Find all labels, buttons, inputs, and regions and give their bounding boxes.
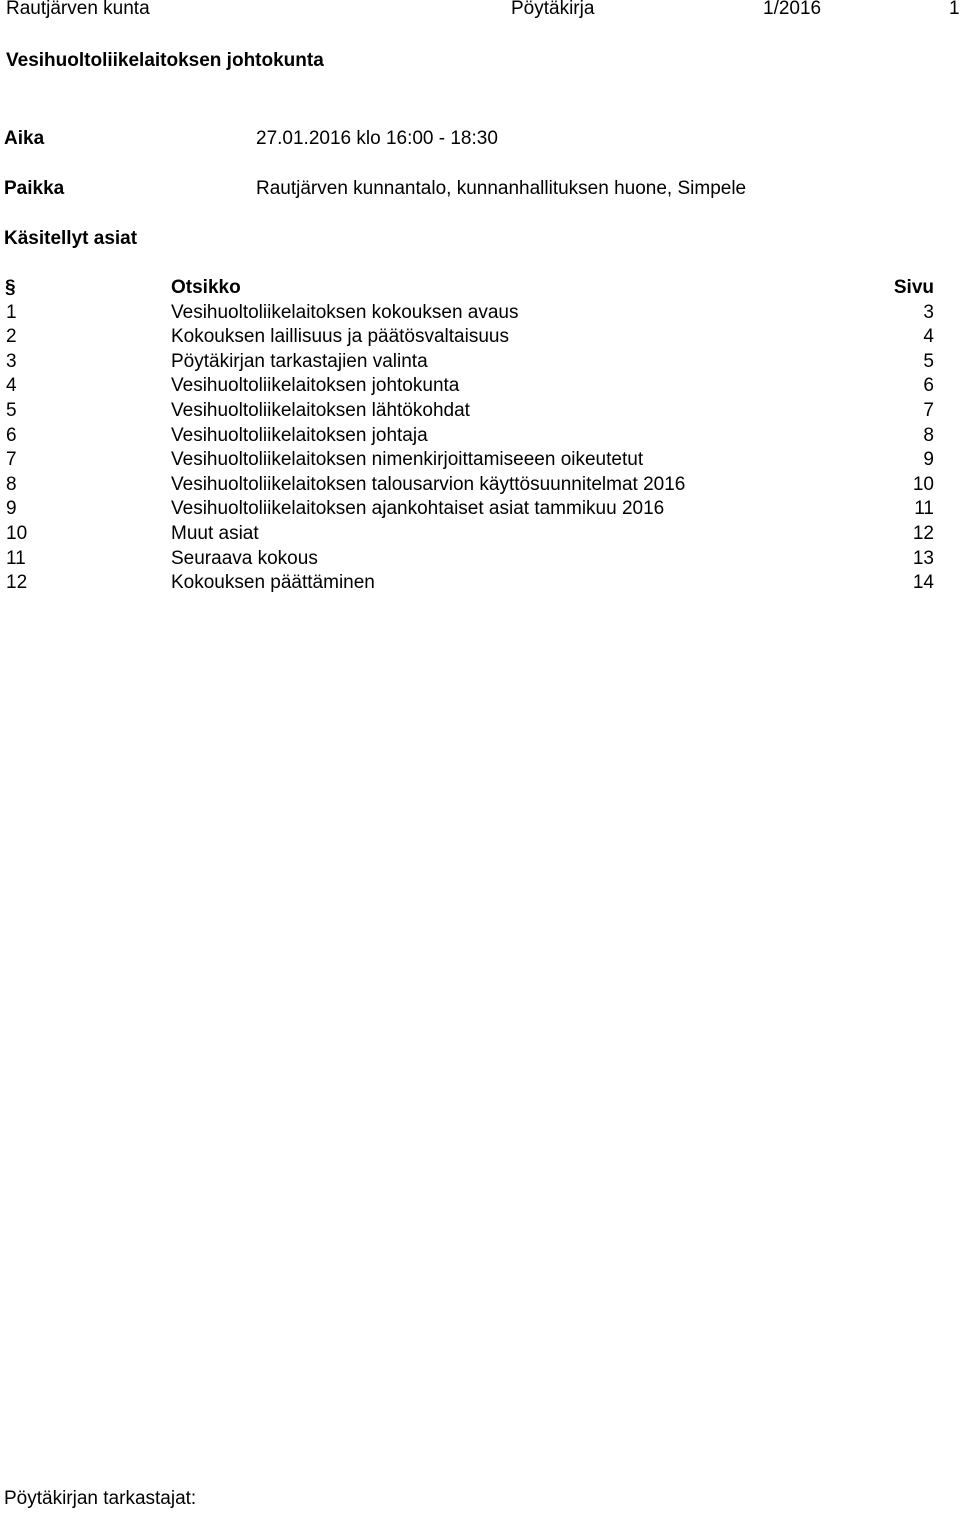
agenda-row [0,350,960,375]
agenda-item-title: Kokouksen laillisuus ja päätösvaltaisuus [171,326,509,348]
place-label: Paikka [4,178,65,199]
agenda-item-page: 14 [912,572,934,594]
agenda-item-page: 12 [912,522,934,544]
agenda-item-title: Vesihuoltoliikelaitoksen kokouksen avaus [171,301,519,323]
agenda-row [0,399,960,424]
agenda-row [0,325,960,350]
agenda-rows [0,301,960,596]
agenda-row [0,522,960,547]
agenda-item-page: 9 [923,449,934,471]
agenda-item-title: Vesihuoltoliikelaitoksen nimenkirjoittamiseeen oikeutetut [171,449,644,471]
agenda-item-title: Muut asiat [171,522,259,544]
agenda-item-number: 1 [6,301,17,323]
agenda-row [0,301,960,326]
agenda-title-header: Otsikko [171,277,241,298]
agenda-item-title: Vesihuoltoliikelaitoksen talousarvion käyttösuunnitelmat 2016 [171,473,686,495]
agenda-item-title: Vesihuoltoliikelaitoksen johtokunta [171,375,460,397]
agenda-item-title: Pöytäkirjan tarkastajien valinta [171,350,428,372]
agenda-row [0,424,960,449]
agenda-row [0,547,960,572]
agenda-row [0,571,960,596]
agenda-row [0,374,960,399]
agenda-item-page: 8 [923,424,934,446]
agenda-item-number: 4 [6,375,17,397]
page-number: 1 [949,0,960,19]
agenda-item-page: 3 [923,301,934,323]
agenda-item-number: 6 [6,424,17,446]
agenda-item-number: 9 [6,498,17,520]
document-type: Pöytäkirja [511,0,595,19]
items-heading: Käsitellyt asiat [4,228,138,249]
time-value: 27.01.2016 klo 16:00 - 18:30 [256,128,498,149]
agenda-row [0,497,960,522]
document-number: 1/2016 [763,0,822,19]
agenda-row [0,473,960,498]
agenda-page-header: Sivu [893,277,934,298]
agenda-item-page: 6 [923,375,934,397]
agenda-item-page: 11 [914,498,934,520]
agenda-header-row [0,276,960,301]
agenda-row [0,448,960,473]
agenda-item-number: 10 [6,522,28,544]
board-name: Vesihuoltoliikelaitoksen johtokunta [6,50,324,71]
agenda-item-title: Seuraava kokous [171,547,318,569]
section-sign-icon: § [5,277,16,298]
agenda-item-number: 8 [6,473,17,495]
agenda-item-title: Vesihuoltoliikelaitoksen lähtökohdat [171,399,470,421]
agenda-item-title: Vesihuoltoliikelaitoksen ajankohtaiset asiat tammikuu 2016 [171,498,665,520]
agenda-item-number: 2 [6,326,17,348]
agenda-item-page: 7 [923,399,934,421]
time-label: Aika [4,128,45,149]
municipality-name: Rautjärven kunta [6,0,150,19]
agenda-item-title: Vesihuoltoliikelaitoksen johtaja [171,424,428,446]
agenda-item-page: 4 [923,326,934,348]
place-value: Rautjärven kunnantalo, kunnanhallituksen huone, Simpele [256,178,747,199]
agenda-item-page: 5 [923,350,934,372]
agenda-item-title: Kokouksen päättäminen [171,572,375,594]
agenda-item-number: 11 [6,547,26,569]
agenda-item-number: 3 [6,350,17,372]
agenda-item-number: 12 [6,572,28,594]
agenda-item-page: 10 [912,473,934,495]
agenda-item-number: 5 [6,399,17,421]
reviewers-label: Pöytäkirjan tarkastajat: [4,1488,197,1509]
agenda-item-number: 7 [6,449,17,471]
agenda-item-page: 13 [912,547,934,569]
agenda-table [0,276,960,596]
